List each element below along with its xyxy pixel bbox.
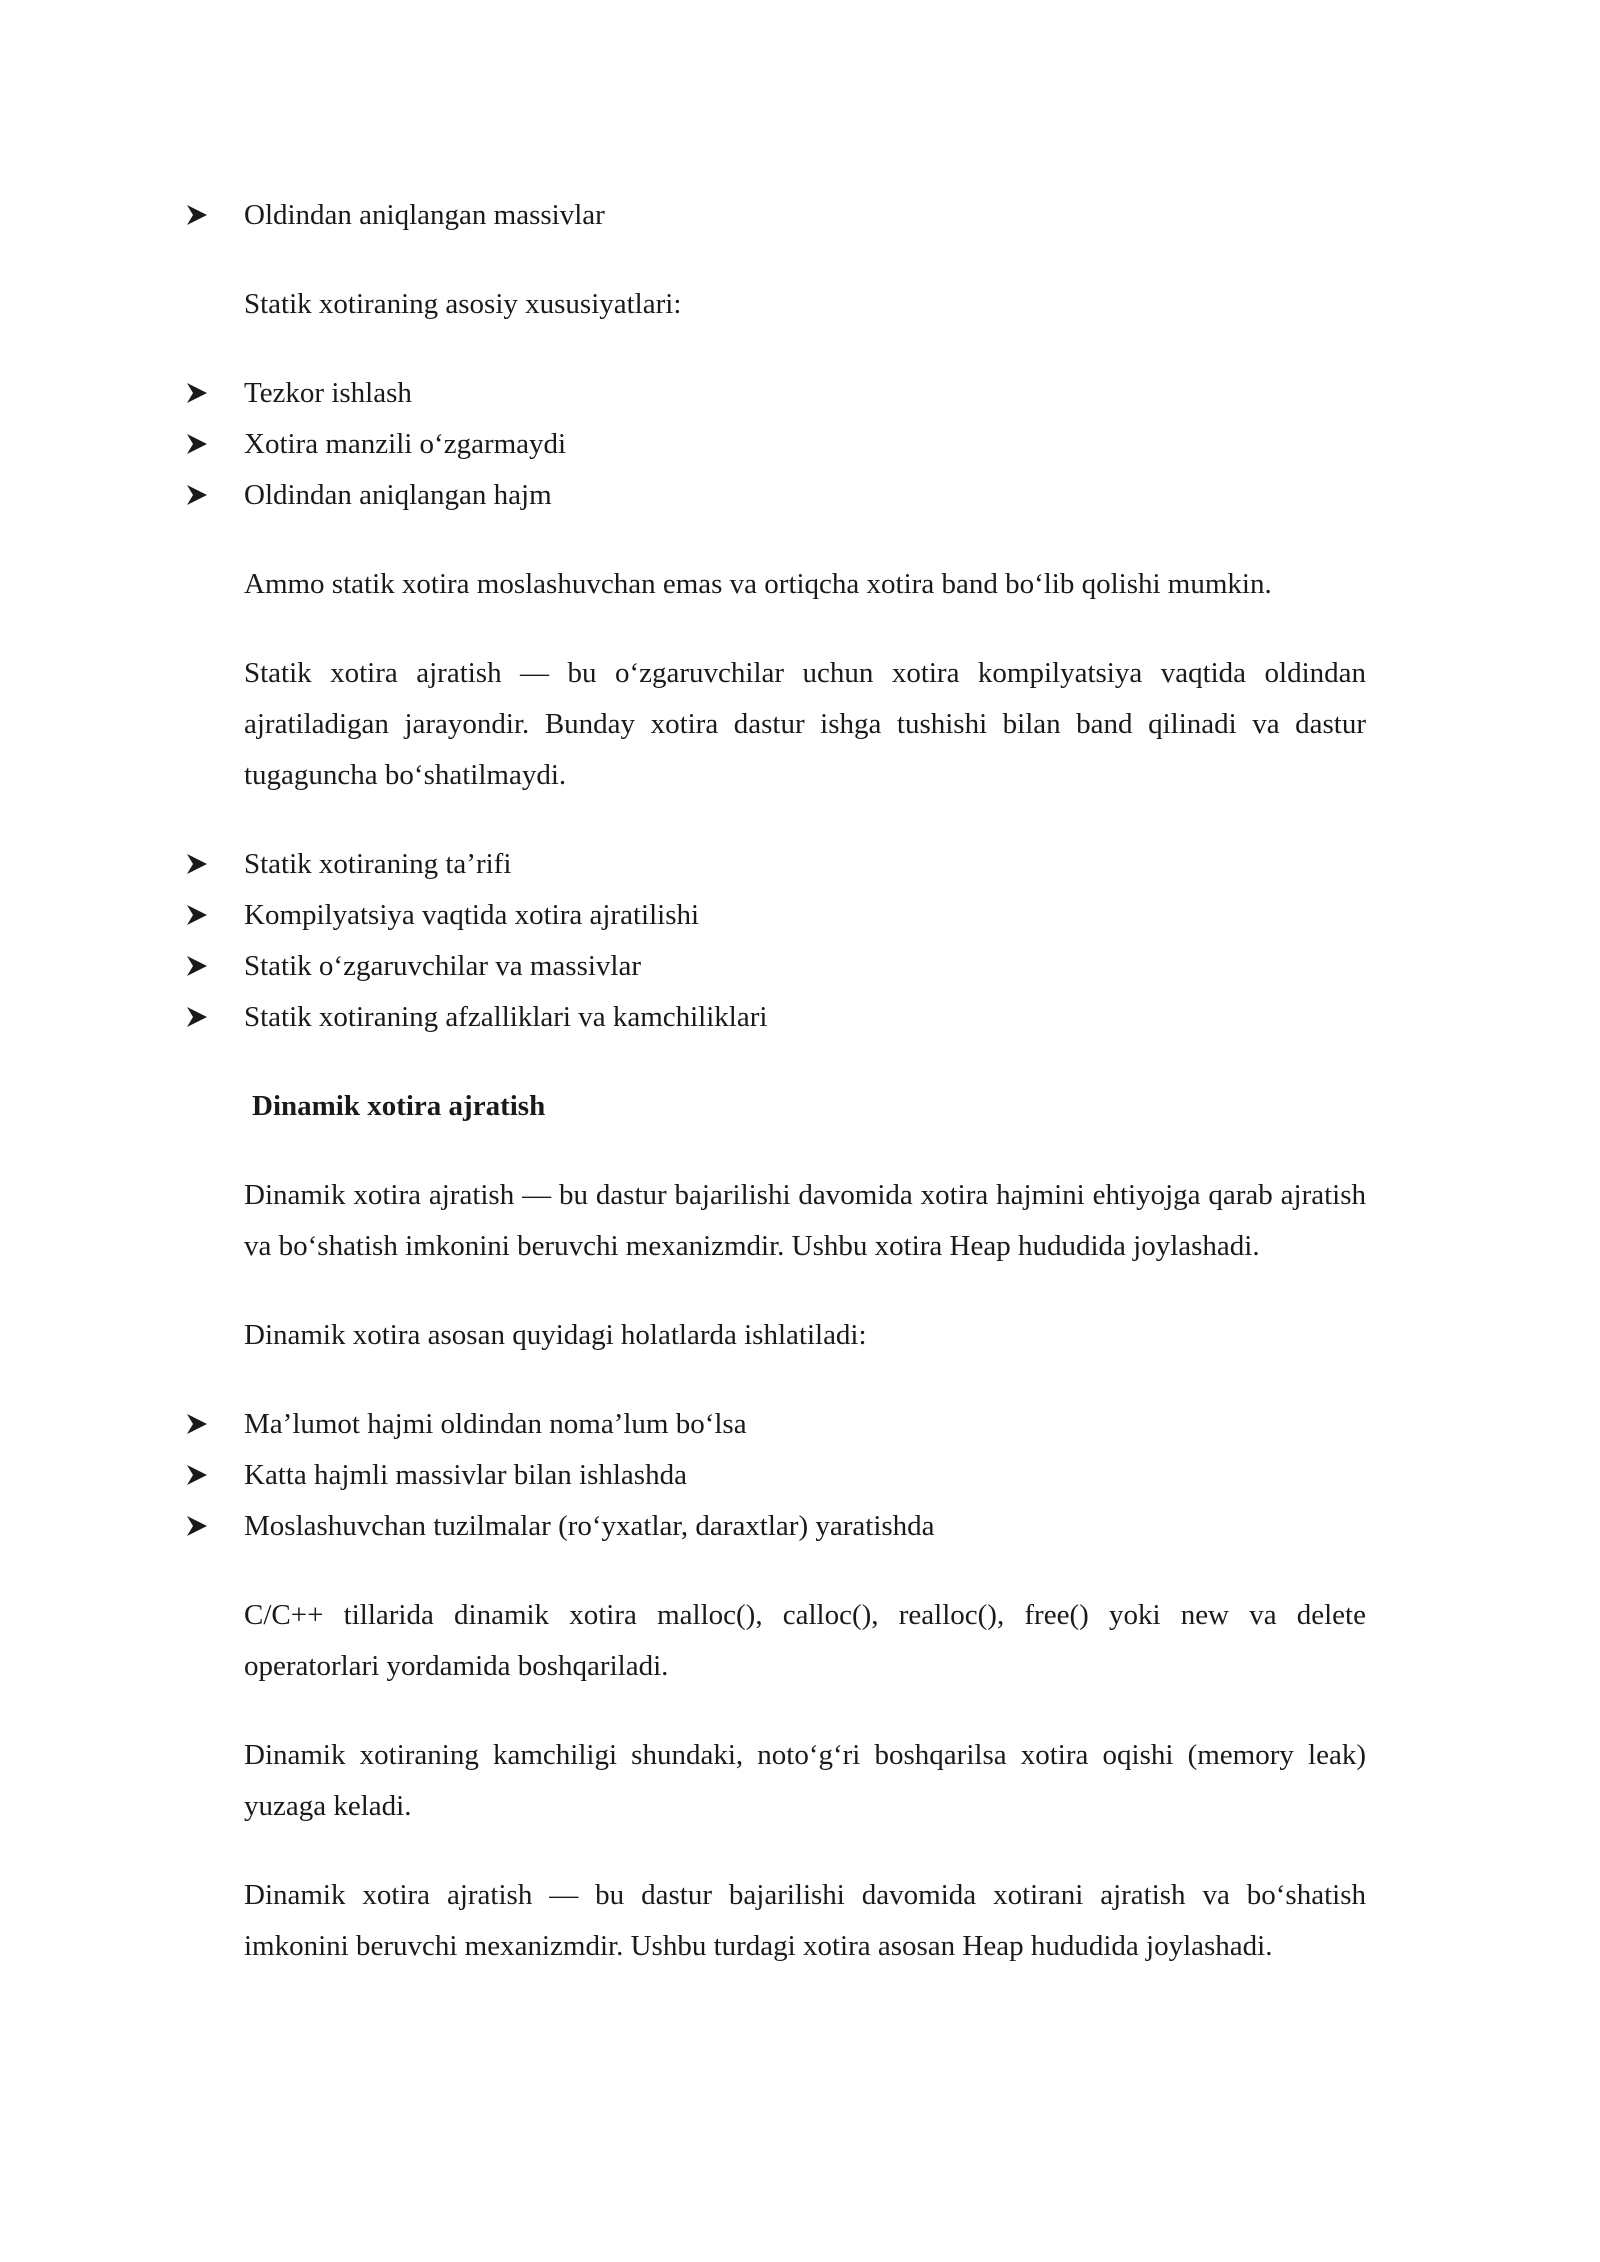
arrowhead-bullet-icon <box>186 1399 210 1450</box>
arrowhead-bullet-icon <box>186 890 210 941</box>
list-item <box>186 419 1366 470</box>
list-item-text: Kompilyatsiya vaqtida xotira ajratilishi <box>244 899 700 931</box>
list-item-text: Xotira manzili o‘zgarmaydi <box>244 428 567 460</box>
list-item-text: Statik xotiraning ta’rifi <box>244 848 512 880</box>
paragraph-drawback: Dinamik xotiraning kamchiligi shundaki, noto‘g‘ri boshqarilsa xotira oqishi (memory leak) yuzaga keladi. <box>244 1739 1366 1822</box>
paragraph-static-definition: Statik xotira ajratish — bu o‘zgaruvchilar uchun xotira kompilyatsiya vaqtida oldindan ajratiladigan jarayondir. Bunday xotira dastur ishga tushishi bilan band qilinadi va dastur tugaguncha bo‘shatilmaydi. <box>244 657 1366 791</box>
list-item <box>186 470 1366 521</box>
list-item <box>186 368 1366 419</box>
list-item-text: Ma’lumot hajmi oldindan noma’lum bo‘lsa <box>244 1408 747 1440</box>
arrowhead-bullet-icon <box>186 419 210 470</box>
list-item-text: Statik o‘zgaruvchilar va massivlar <box>244 950 642 982</box>
list-item-text: Katta hajmli massivlar bilan ishlashda <box>244 1459 687 1491</box>
paragraph-dynamic-use: Dinamik xotira asosan quyidagi holatlarda ishlatiladi: <box>244 1319 867 1351</box>
document-content <box>186 190 1366 1972</box>
paragraph-cpp-functions: C/C++ tillarida dinamik xotira malloc(), calloc(), realloc(), free() yoki new va delete operatorlari yordamida boshqariladi. <box>244 1599 1366 1682</box>
list-item <box>186 839 1366 890</box>
paragraph-dynamic-definition: Dinamik xotira ajratish — bu dastur bajarilishi davomida xotira hajmini ehtiyojga qarab ajratish va bo‘shatish imkonini beruvchi mexanizmdir. Ushbu xotira Heap hududida joylashadi. <box>244 1179 1366 1262</box>
bullet-list-static-topics <box>186 839 1366 1043</box>
arrowhead-bullet-icon <box>186 1501 210 1552</box>
list-item <box>186 1450 1366 1501</box>
bullet-list-static-arrays <box>186 190 1366 241</box>
list-item <box>186 1501 1366 1552</box>
paragraph-dynamic-definition-2: Dinamik xotira ajratish — bu dastur bajarilishi davomida xotirani ajratish va bo‘shatish imkonini beruvchi mexanizmdir. Ushbu turdagi xotira asosan Heap hududida joylashadi. <box>244 1879 1366 1962</box>
arrowhead-bullet-icon <box>186 1450 210 1501</box>
list-item <box>186 941 1366 992</box>
list-item <box>186 190 1366 241</box>
paragraph-ammo: Ammo statik xotira moslashuvchan emas va ortiqcha xotira band bo‘lib qolishi mumkin. <box>244 568 1272 600</box>
arrowhead-bullet-icon <box>186 941 210 992</box>
list-item <box>186 890 1366 941</box>
bullet-list-dynamic-cases <box>186 1399 1366 1552</box>
bullet-list-features <box>186 368 1366 521</box>
list-item-text: Oldindan aniqlangan hajm <box>244 479 552 511</box>
list-item <box>186 1399 1366 1450</box>
list-item-text: Moslashuvchan tuzilmalar (ro‘yxatlar, daraxtlar) yaratishda <box>244 1510 935 1542</box>
arrowhead-bullet-icon <box>186 992 210 1043</box>
list-item-text: Oldindan aniqlangan massivlar <box>244 199 605 231</box>
arrowhead-bullet-icon <box>186 839 210 890</box>
section-heading-dynamic: Dinamik xotira ajratish <box>252 1090 546 1122</box>
arrowhead-bullet-icon <box>186 470 210 521</box>
paragraph-features-intro: Statik xotiraning asosiy xususiyatlari: <box>244 288 682 320</box>
arrowhead-bullet-icon <box>186 190 210 241</box>
list-item <box>186 992 1366 1043</box>
arrowhead-bullet-icon <box>186 368 210 419</box>
list-item-text: Statik xotiraning afzalliklari va kamchiliklari <box>244 1001 768 1033</box>
list-item-text: Tezkor ishlash <box>244 377 412 409</box>
